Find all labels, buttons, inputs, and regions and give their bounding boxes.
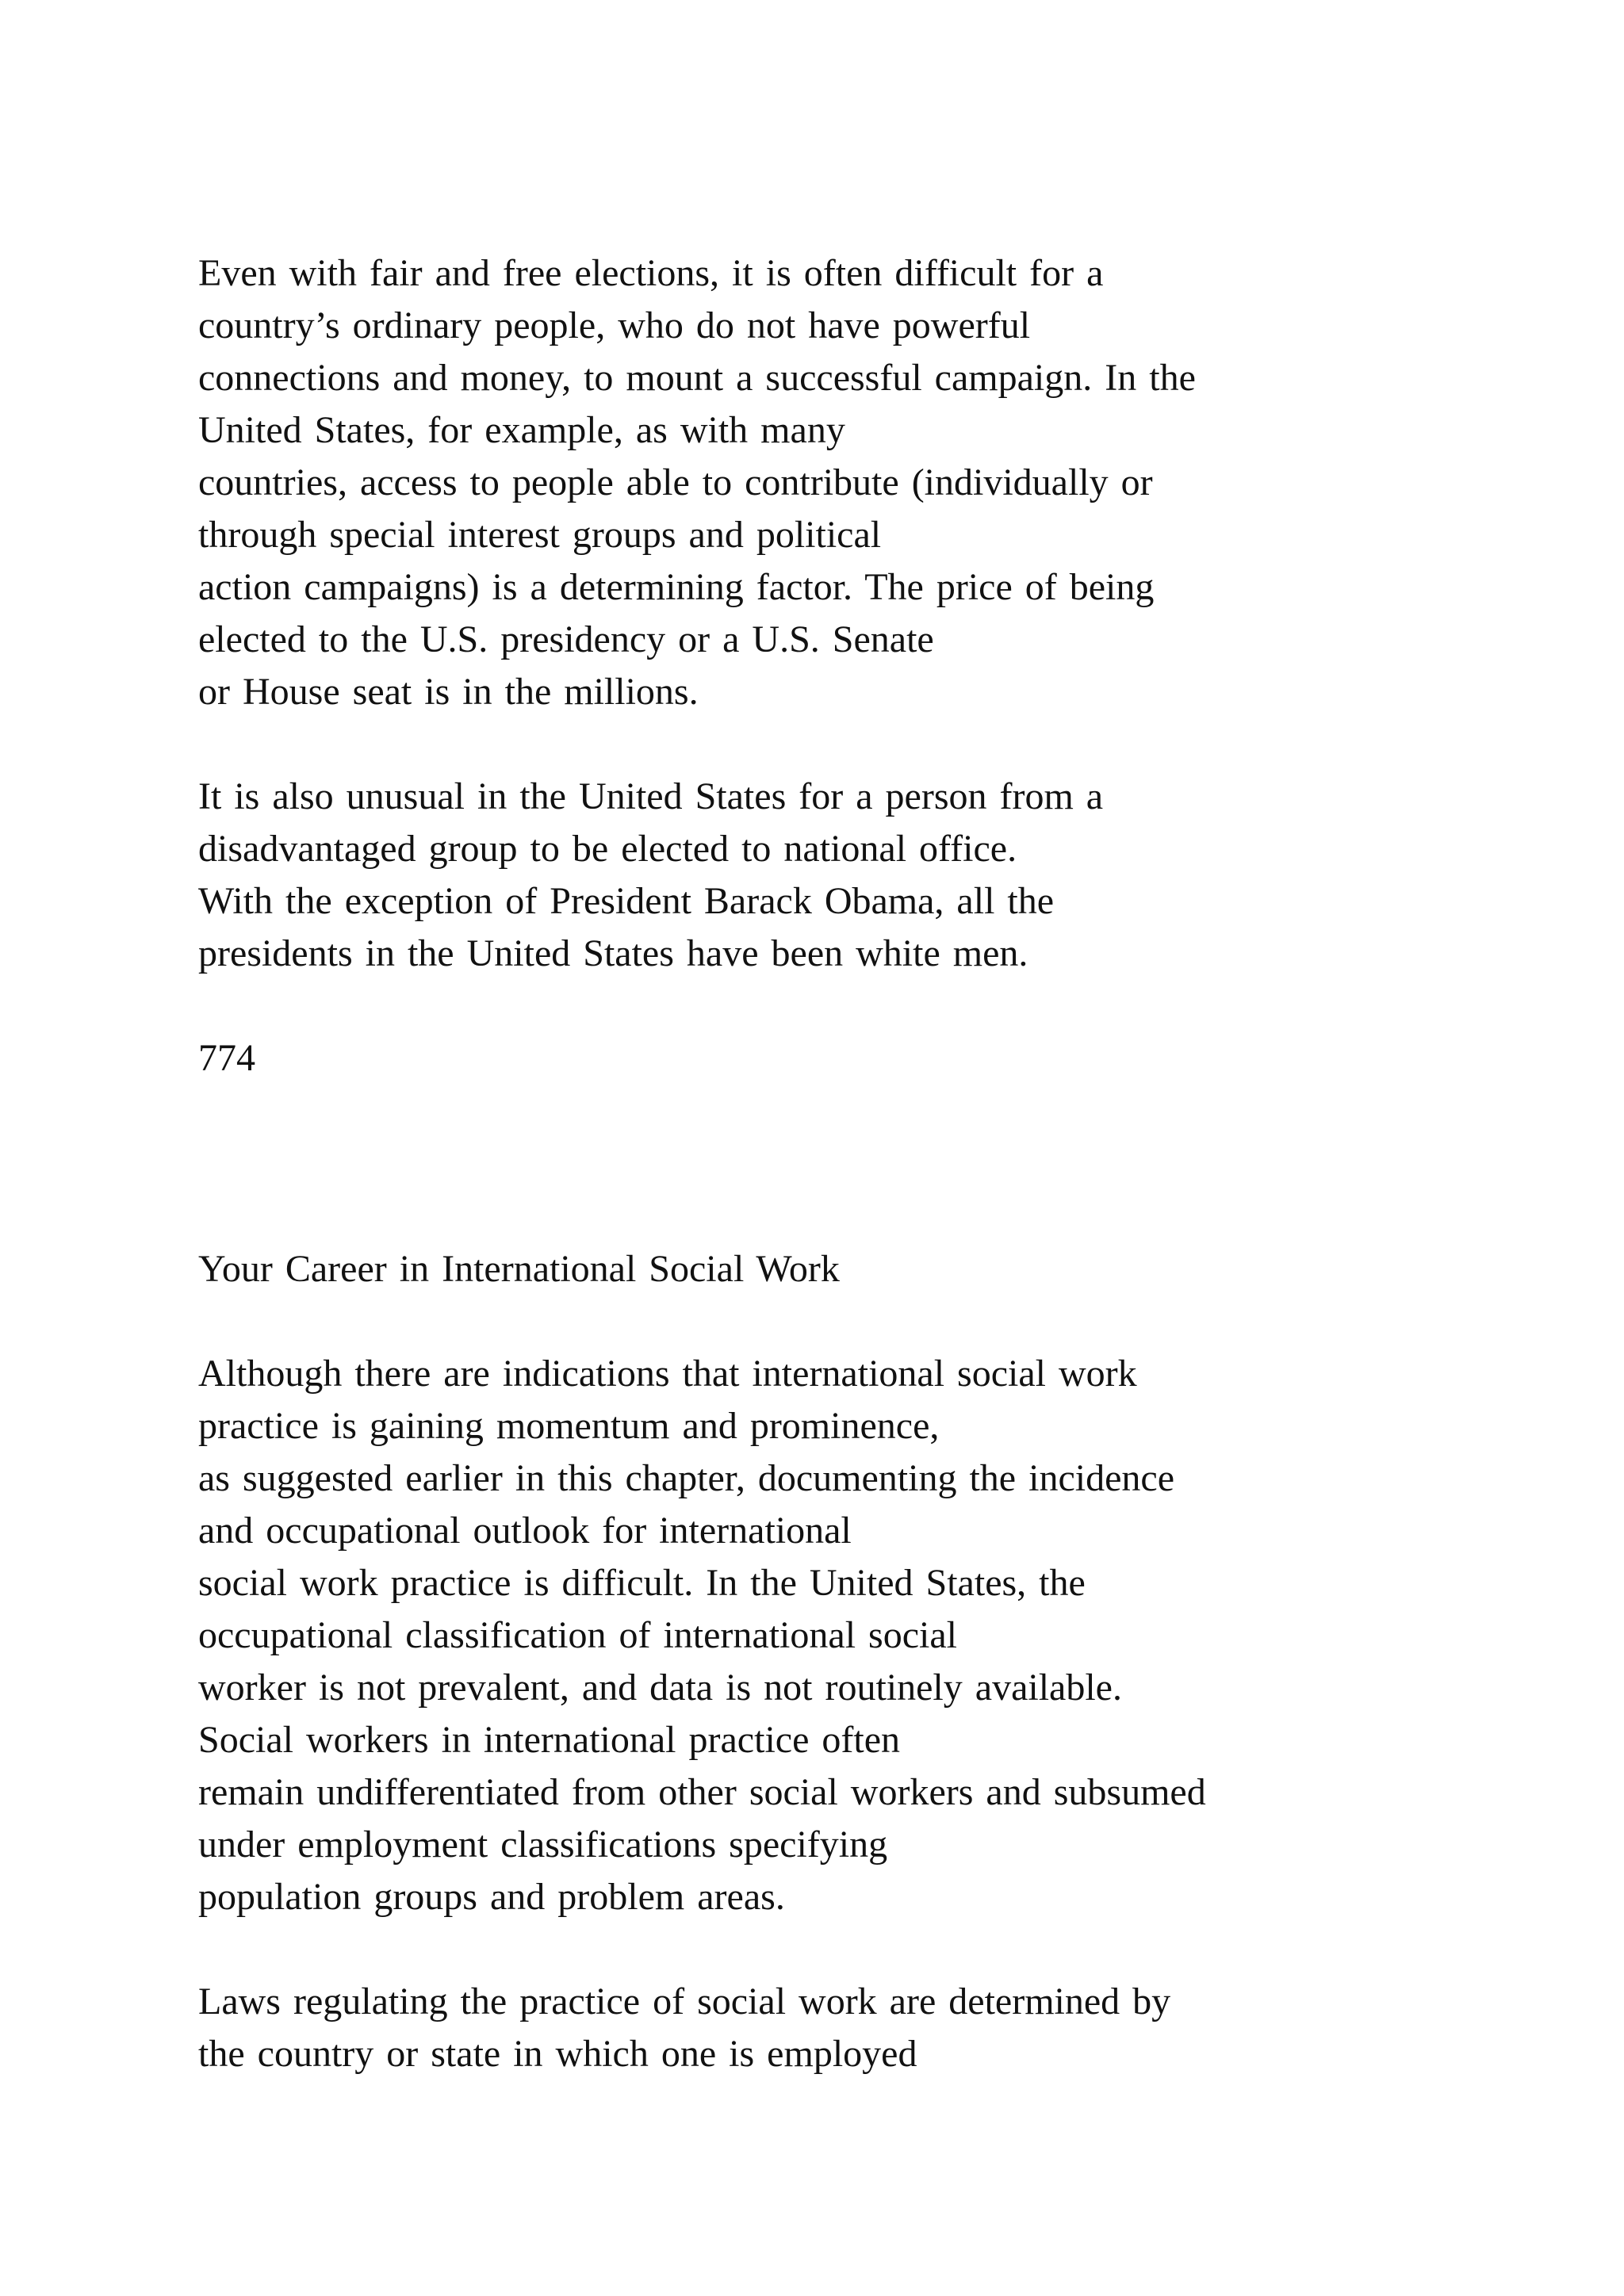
text-line: United States, for example, as with many — [198, 409, 845, 451]
text-line: It is also unusual in the United States for a person from a — [198, 775, 1104, 817]
paragraph-disadvantaged-groups — [198, 771, 1562, 980]
document-page — [198, 247, 1562, 2080]
text-line: country’s ordinary people, who do not have powerful — [198, 304, 1031, 346]
paragraph-campaign-finance — [198, 247, 1562, 718]
text-line: social work practice is difficult. In the United States, the — [198, 1562, 1086, 1604]
text-line: and occupational outlook for international — [198, 1510, 852, 1552]
text-line: Social workers in international practice often — [198, 1719, 901, 1761]
text-line: the country or state in which one is employed — [198, 2033, 917, 2075]
text-line: remain undifferentiated from other social workers and subsumed — [198, 1771, 1206, 1813]
page-break-spacer — [198, 1085, 1562, 1243]
text-line: worker is not prevalent, and data is not routinely available. — [198, 1667, 1122, 1709]
text-line: disadvantaged group to be elected to national office. — [198, 828, 1017, 870]
text-line: Laws regulating the practice of social work are determined by — [198, 1980, 1171, 2022]
paragraph-spacer — [198, 1923, 1562, 1976]
text-line: connections and money, to mount a successful campaign. In the — [198, 357, 1196, 399]
text-line: countries, access to people able to contribute (individually or — [198, 461, 1153, 503]
text-line: presidents in the United States have been white men. — [198, 932, 1028, 974]
paragraph-laws-regulating — [198, 1976, 1562, 2080]
paragraph-career-outlook — [198, 1348, 1562, 1923]
text-line: through special interest groups and political — [198, 514, 882, 556]
text-line: population groups and problem areas. — [198, 1876, 785, 1918]
text-line: as suggested earlier in this chapter, documenting the incidence — [198, 1457, 1174, 1499]
text-line: practice is gaining momentum and prominence, — [198, 1405, 940, 1447]
paragraph-spacer — [198, 718, 1562, 771]
text-line: or House seat is in the millions. — [198, 671, 699, 713]
paragraph-spacer — [198, 980, 1562, 1032]
paragraph-spacer — [198, 1295, 1562, 1348]
text-line: elected to the U.S. presidency or a U.S. Senate — [198, 618, 934, 660]
text-line: Although there are indications that international social work — [198, 1353, 1137, 1395]
text-line: With the exception of President Barack Obama, all the — [198, 880, 1055, 922]
text-line: occupational classification of international social — [198, 1614, 957, 1656]
text-line: Even with fair and free elections, it is often difficult for a — [198, 252, 1104, 294]
text-line: action campaigns) is a determining factor. The price of being — [198, 566, 1155, 608]
text-line: under employment classifications specifying — [198, 1823, 888, 1866]
page-number: 774 — [198, 1037, 255, 1079]
section-heading: Your Career in International Social Work — [198, 1248, 840, 1290]
